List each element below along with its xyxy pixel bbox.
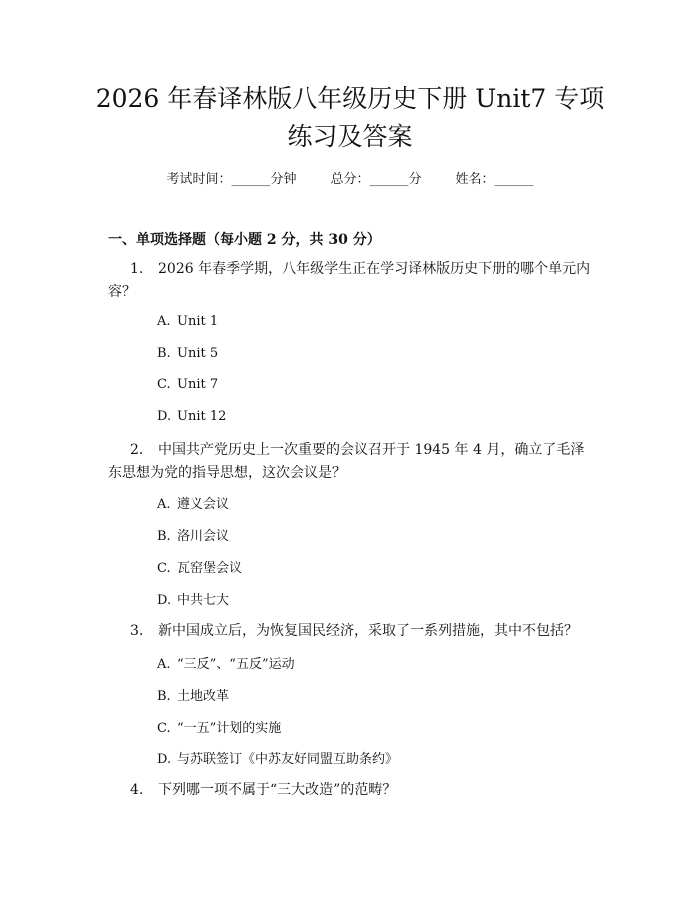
section-heading: 一、单项选择题（每小题 2 分，共 30 分） bbox=[108, 232, 381, 248]
q2-option-d: D. 中共七大 bbox=[157, 593, 230, 608]
exam-time-field: 考试时间：______分钟 bbox=[166, 172, 297, 187]
question-number: 3. bbox=[130, 623, 144, 639]
question-text: 中国共产党历史上一次重要的会议召开于 1945 年 4 月，确立了毛泽东思想为党的指导思想，这次会议是？ bbox=[108, 442, 585, 481]
question-4 bbox=[108, 779, 594, 802]
title-line-1: 2026 年春译林版八年级历史下册 Unit7 专项 bbox=[95, 84, 605, 113]
q2-option-c: C. 瓦窑堡会议 bbox=[157, 561, 243, 576]
q1-option-b: B. Unit 5 bbox=[157, 346, 219, 361]
question-text: 2026 年春季学期，八年级学生正在学习译林版历史下册的哪个单元内容？ bbox=[108, 261, 591, 300]
q2-option-a: A. 遵义会议 bbox=[157, 497, 230, 512]
q3-option-d: D. 与苏联签订《中苏友好同盟互助条约》 bbox=[157, 752, 399, 767]
q2-option-b: B. 洛川会议 bbox=[157, 529, 230, 544]
question-number: 2. bbox=[130, 442, 144, 458]
question-3 bbox=[108, 620, 594, 643]
q1-option-c: C. Unit 7 bbox=[157, 377, 219, 392]
document-title bbox=[60, 80, 640, 156]
q3-option-c: C. “一五”计划的实施 bbox=[157, 721, 282, 736]
student-name-field: 姓名：______ bbox=[455, 172, 534, 187]
total-score-field: 总分：______分 bbox=[330, 172, 422, 187]
question-1 bbox=[108, 258, 594, 304]
question-text: 新中国成立后，为恢复国民经济，采取了一系列措施，其中不包括？ bbox=[158, 623, 578, 639]
q3-option-b: B. 土地改革 bbox=[157, 689, 230, 704]
q1-option-a: A. Unit 1 bbox=[157, 314, 219, 329]
exam-info bbox=[0, 168, 700, 187]
q1-option-d: D. Unit 12 bbox=[157, 409, 227, 424]
q3-option-a: A. “三反”、“五反”运动 bbox=[157, 657, 295, 672]
title-line-2: 练习及答案 bbox=[287, 122, 413, 151]
question-number: 1. bbox=[130, 261, 144, 277]
question-text: 下列哪一项不属于“三大改造”的范畴？ bbox=[158, 782, 397, 798]
question-2 bbox=[108, 439, 594, 485]
question-number: 4. bbox=[130, 782, 144, 798]
